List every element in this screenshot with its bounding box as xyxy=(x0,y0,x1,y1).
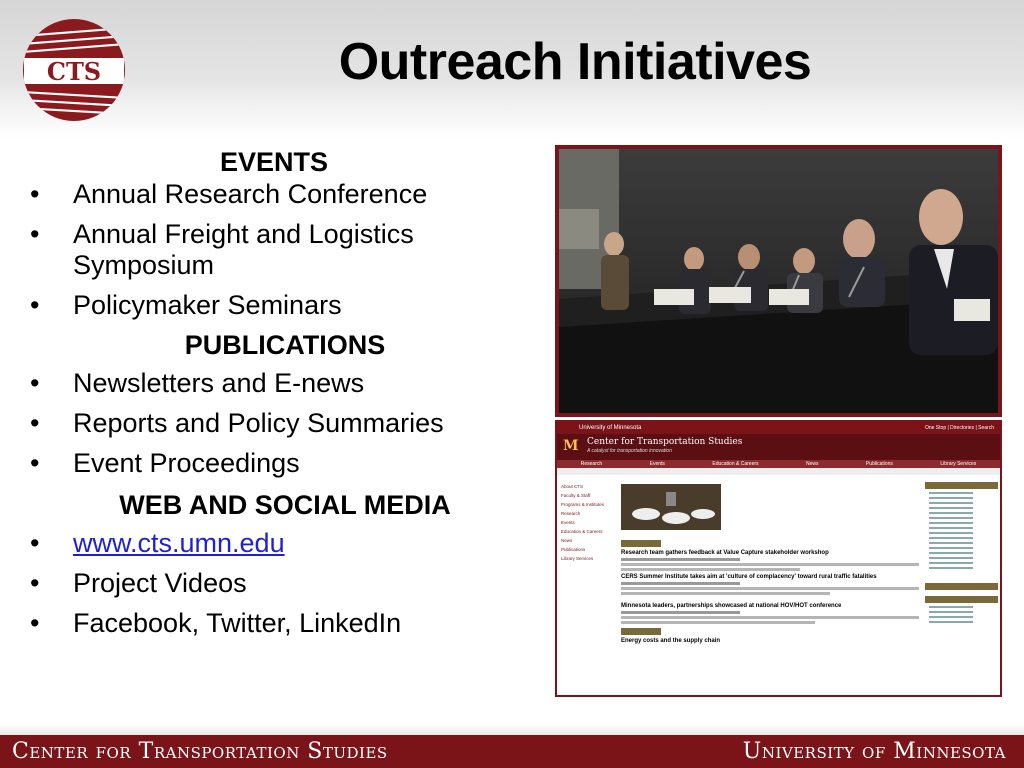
footer-bar xyxy=(0,735,1024,768)
list-item: • Newsletters and E-news xyxy=(30,368,365,398)
bullet: • xyxy=(30,408,40,438)
website-header xyxy=(557,434,1000,460)
website-university-label: University of Minnesota xyxy=(579,425,642,431)
list-item xyxy=(20,528,550,559)
footer-center-name: Center for Transportation Studies xyxy=(12,739,388,764)
website-topbar xyxy=(557,422,1000,434)
events-list xyxy=(20,179,550,321)
website-nav-item: Publications xyxy=(865,461,893,467)
website-toplinks: One Stop | Directories | Search xyxy=(924,425,994,431)
page-title: Outreach Initiatives xyxy=(338,33,812,91)
website-nav-item: Events xyxy=(649,461,665,467)
website-headline: CERS Summer Institute takes aim at 'culture of complacency' toward rural traffic fatalities xyxy=(621,574,877,580)
logo-text: CTS xyxy=(46,57,102,86)
website-center-title: Center for Transportation Studies xyxy=(587,437,743,447)
bullet: • xyxy=(30,368,40,398)
footer-shadow xyxy=(0,724,1024,735)
website-nav-item: News xyxy=(805,461,819,467)
publications-list xyxy=(20,368,550,479)
list-item: • Policymaker Seminars xyxy=(30,290,342,320)
list-item: • Annual Research Conference xyxy=(30,179,428,209)
website-right-sidebar xyxy=(925,482,998,623)
website-events-tab xyxy=(621,628,661,635)
footer-university-name: University of Minnesota xyxy=(742,739,1006,764)
website-nav-item: Education & Careers xyxy=(712,461,759,467)
website-sidebar: About CTS Faculty & Staff Programs & Institutes Research Events Education & Careers News Publications Library Services xyxy=(561,484,605,561)
list-item: • Project Videos xyxy=(30,568,247,598)
conference-photo xyxy=(555,145,1002,417)
website-photo xyxy=(621,484,721,530)
web-social-list xyxy=(20,528,550,639)
website-headline: Research team gathers feedback at Value Capture stakeholder workshop xyxy=(621,550,829,556)
website-link[interactable]: www.cts.umn.edu xyxy=(73,528,285,558)
list-item: • Annual Freight and Logistics Symposium xyxy=(30,219,414,280)
website-main xyxy=(621,484,919,644)
website-tagline: A catalyst for transportation innovation xyxy=(587,448,672,454)
content-column xyxy=(20,145,550,648)
section-heading-publications: PUBLICATIONS xyxy=(184,330,386,360)
bullet: • xyxy=(30,528,40,558)
bullet: • xyxy=(30,568,40,598)
photo-illustration xyxy=(559,149,998,413)
website-headline: Minnesota leaders, partnerships showcased at national HOV/HOT conference xyxy=(621,603,842,609)
website-nav-item: Library Services xyxy=(940,461,977,467)
bullet: • xyxy=(30,179,40,209)
list-item: • Reports and Policy Summaries xyxy=(30,408,444,438)
section-heading-web-social: WEB AND SOCIAL MEDIA xyxy=(119,490,451,520)
website-m-logo: M xyxy=(563,438,579,454)
list-item: • Event Proceedings xyxy=(30,448,300,478)
website-news-tab xyxy=(621,540,661,547)
list-item: • Facebook, Twitter, LinkedIn xyxy=(30,608,402,638)
website-headline: Energy costs and the supply chain xyxy=(621,638,721,644)
bullet: • xyxy=(30,219,40,249)
website-screenshot xyxy=(555,420,1002,697)
bullet: • xyxy=(30,608,40,638)
website-nav xyxy=(557,460,1000,468)
section-heading-events: EVENTS xyxy=(220,147,329,177)
cts-logo xyxy=(22,18,126,122)
website-breadcrumb xyxy=(557,468,1000,475)
bullet: • xyxy=(30,448,40,478)
website-nav-item: Research xyxy=(580,461,603,467)
bullet: • xyxy=(30,290,40,320)
